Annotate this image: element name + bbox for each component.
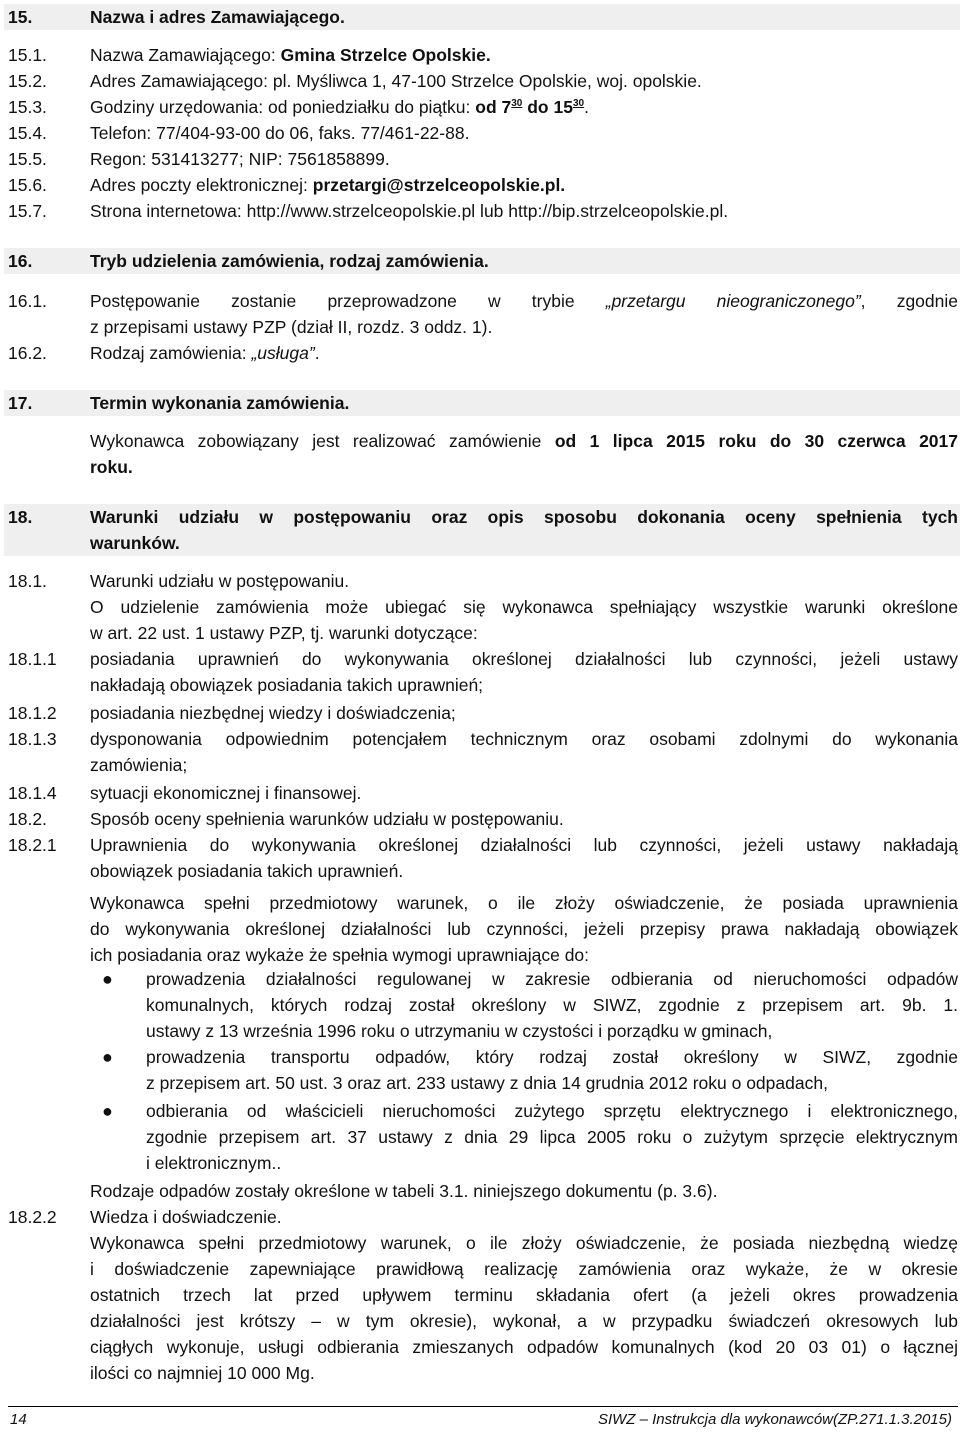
item-15-2: 15.2. Adres Zamawiającego: pl. Myśliwca 1, 47-100 Strzelce Opolskie, woj. opolskie. bbox=[8, 71, 702, 91]
item-16-2: 16.2. Rodzaj zamówienia: „usługa”. bbox=[8, 343, 320, 363]
item-17-text: Wykonawca zobowiązany jest realizować zamówienie od 1 lipca 2015 roku do 30 czerwca 2017 roku. bbox=[90, 431, 958, 477]
item-18-2-1: 18.2.1 Uprawnienia do wykonywania określonej działalności lub czynności, jeżeli ustawy nakładają obowiązek posiadania takich uprawnień. Wykonawca spełni przedmiotowy warunek, o ile złoży oświadczenie, że posiada uprawnienia do wykonywania określonej działalności lub czynności, jeżeli przepisy prawa nakładają obowiązek ich posiadania oraz wykaże że spełnia wymogi uprawniające do: bbox=[8, 835, 958, 965]
item-15-5: 15.5. Regon: 531413277; NIP: 7561858899. bbox=[8, 149, 390, 169]
section-title: Nazwa i adres Zamawiającego. bbox=[90, 7, 345, 27]
item-18-1-3: 18.1.3 dysponowania odpowiednim potencjałem technicznym oraz osobami zdolnymi do wykonania zamówienia; bbox=[8, 729, 958, 775]
document-id: SIWZ – Instrukcja dla wykonawców(ZP.271.1.3.2015) bbox=[597, 1411, 952, 1428]
section-16-header: 16. Tryb udzielenia zamówienia, rodzaj zamówienia. bbox=[4, 248, 960, 274]
item-16-1: 16.1. Postępowanie zostanie przeprowadzone w trybie „przetargu nieograniczonego”, zgodnie z przepisami ustawy PZP (dział II, rozdz. 3 oddz. 1). bbox=[8, 291, 958, 337]
bullet-item: ● prowadzenia transportu odpadów, który rodzaj został określony w SIWZ, zgodnie z przepisem art. 50 ust. 3 oraz art. 233 ustawy z dnia 14 grudnia 2012 roku o odpadach, bbox=[90, 1044, 958, 1096]
email-link[interactable]: przetargi@strzelceopolskie.pl. bbox=[312, 175, 566, 195]
section-number: 15. bbox=[8, 7, 33, 27]
item-18-1-2: 18.1.2 posiadania niezbędnej wiedzy i doświadczenia; bbox=[8, 703, 456, 723]
bullet-icon: ● bbox=[102, 1047, 113, 1067]
bullet-item: ● prowadzenia działalności regulowanej w zakresie odbierania od nieruchomości odpadów komunalnych, których rodzaj został określony w SIWZ, zgodnie z przepisem art. 9b. 1. ustawy z 13 września 1996 roku o utrzymaniu w czystości i porządku w gminach, bbox=[90, 966, 958, 1044]
item-18-1-4: 18.1.4 sytuacji ekonomicznej i finansowej. bbox=[8, 783, 362, 803]
item-15-1: 15.1. Nazwa Zamawiającego: Gmina Strzelce Opolskie. bbox=[8, 45, 491, 65]
bullet-item: ● odbierania od właścicieli nieruchomości zużytego sprzętu elektrycznego i elektronicznego, zgodnie przepisem art. 37 ustawy z dnia 29 lipca 2005 roku o zużytym sprzęcie elektrycznym i elektronicznym.. bbox=[90, 1098, 958, 1176]
item-15-3: 15.3. Godziny urzędowania: od poniedziałku do piątku: od $7^{30}$ do $15^{30}$. bbox=[8, 97, 589, 117]
item-18-2-1-note: Rodzaje odpadów zostały określone w tabeli 3.1. niniejszego dokumentu (p. 3.6). bbox=[90, 1181, 718, 1201]
item-15-7: 15.7. Strona internetowa: http://www.strzelceopolskie.pl lub http://bip.strzelceopolskie.pl. bbox=[8, 198, 958, 224]
item-18-2: 18.2. Sposób oceny spełnienia warunków udziału w postępowaniu. bbox=[8, 809, 564, 829]
item-18-2-2: 18.2.2 Wiedza i doświadczenie. Wykonawca spełni przedmiotowy warunek, o ile złoży oświadczenie, że posiada niezbędną wiedzę i doświadczenie zapewniające prawidłową realizację zamówienia oraz wykaże, że w okresie ostatnich trzech lat przed upływem terminu składania ofert (a jeżeli okres prowadzenia działalności jest krótszy – w tym okresie), wykonał, a w przypadku świadczeń okresowych lub ciągłych wykonuje, usługi odbierania zmieszanych odpadów komunalnych (kod 20 03 01) o łącznej ilości co najmniej 10 000 Mg. bbox=[8, 1207, 958, 1383]
item-15-4: 15.4. Telefon: 77/404-93-00 do 06, faks. 77/461-22-88. bbox=[8, 123, 470, 143]
bullet-icon: ● bbox=[102, 1101, 113, 1121]
bullet-icon: ● bbox=[102, 969, 113, 989]
item-18-1-1: 18.1.1 posiadania uprawnień do wykonywania określonej działalności lub czynności, jeżeli ustawy nakładają obowiązek posiadania takich uprawnień; bbox=[8, 649, 958, 695]
section-17-header: 17. Termin wykonania zamówienia. bbox=[4, 390, 960, 416]
website-text: Strona internetowa: http://www.strzelceopolskie.pl lub http://bip.strzelceopolskie.pl. bbox=[90, 201, 729, 221]
page-number: 14 bbox=[10, 1411, 27, 1428]
section-18-header: 18. Warunki udziału w postępowaniu oraz opis sposobu dokonania oceny spełnienia tych warunków. bbox=[4, 504, 960, 556]
item-15-6: 15.6. Adres poczty elektronicznej: przetargi@strzelceopolskie.pl. bbox=[8, 175, 566, 195]
item-18-1: 18.1. Warunki udziału w postępowaniu. O udzielenie zamówienia może ubiegać się wykonawca spełniający wszystkie warunki określone w art. 22 ust. 1 ustawy PZP, tj. warunki dotyczące: bbox=[8, 571, 958, 643]
page-footer bbox=[8, 1406, 958, 1428]
section-15-header bbox=[4, 4, 960, 30]
